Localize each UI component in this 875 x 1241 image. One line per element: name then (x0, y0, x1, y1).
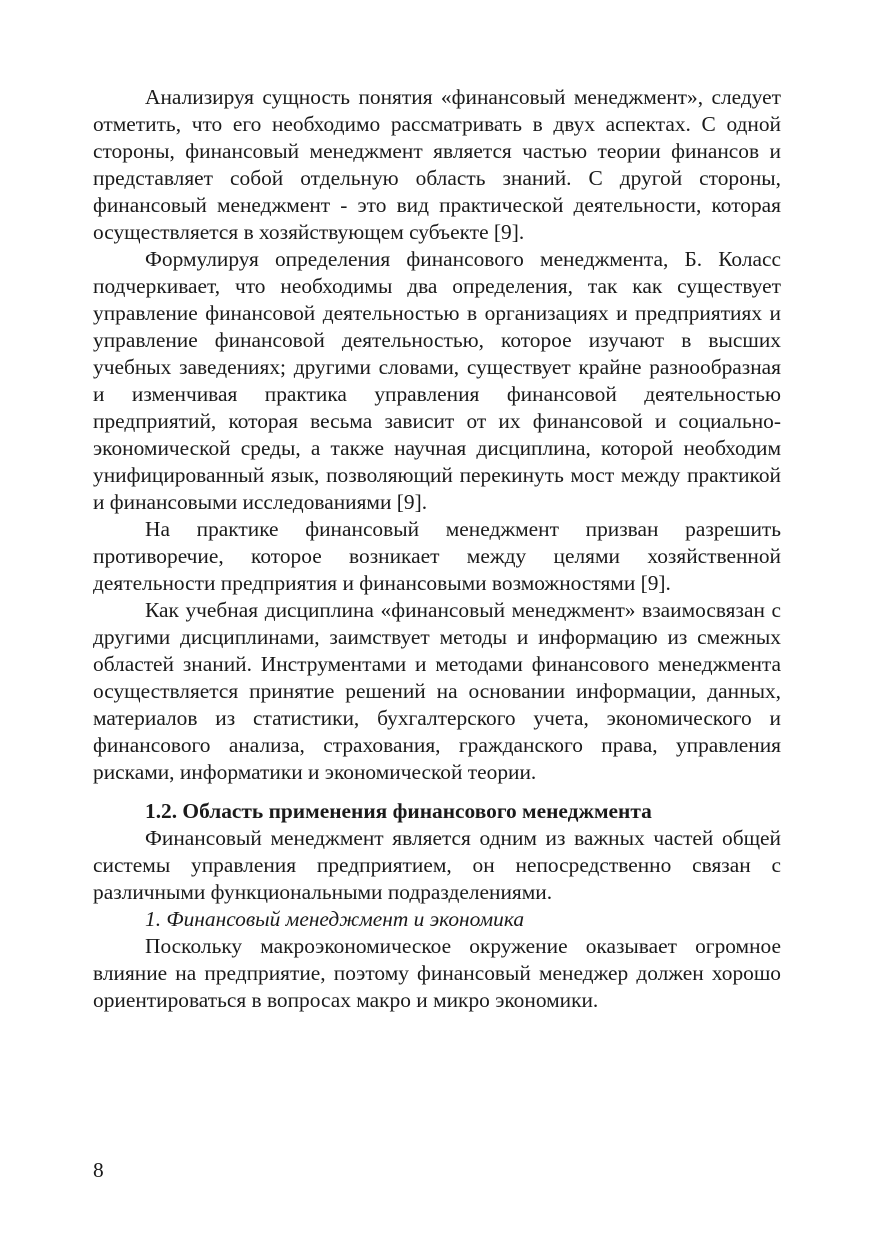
paragraph-financial-management-aspects: Анализируя сущность понятия «финансовый менеджмент», следует отметить, что его необходимо рассматривать в двух аспектах. С одной стороны, финансовый менеджмент является частью теории финансов и представляет собой отдельную область знаний. С другой стороны, финансовый менеджмент - это вид практической деятельности, которая осуществляется в хозяйствующем субъекте [9]. (93, 85, 781, 244)
paragraph-academic-discipline: Как учебная дисциплина «финансовый менеджмент» взаимосвязан с другими дисциплинами, заимствует методы и информацию из смежных областей знаний. Инструментами и методами финансового менеджмента осуществляется принятие решений на основании информации, данных, материалов из статистики, бухгалтерского учета, экономического и финансового анализа, страхования, гражданского права, управления рисками, информатики и экономической теории. (93, 598, 781, 784)
subsection-heading: 1. Финансовый менеджмент и экономика (145, 907, 525, 931)
document-page (93, 84, 781, 1014)
paragraph-colasse-definitions: Формулируя определения финансового менеджмента, Б. Коласс подчеркивает, что необходимы два определения, так как существует управление финансовой деятельностью в организациях и предприятиях и управление финансовой деятельностью, которое изучают в высших учебных заведениях; другими словами, существует крайне разнообразная и изменчивая практика управления финансовой деятельностью предприятий, которая весьма зависит от их финансовой и социально-экономической среды, а также научная дисциплина, которой необходим унифицированный язык, позволяющий перекинуть мост между практикой и финансовыми исследованиями [9]. (93, 247, 781, 514)
page-number: 8 (93, 1158, 104, 1182)
paragraph-macroeconomics: Поскольку макроэкономическое окружение оказывает огромное влияние на предприятие, поэтому финансовый менеджер должен хорошо ориентироваться в вопросах макро и микро экономики. (93, 934, 781, 1012)
paragraph-management-system: Финансовый менеджмент является одним из важных частей общей системы управления предприятием, он непосредственно связан с различными функциональными подразделениями. (93, 826, 781, 904)
paragraph-practice-contradiction: На практике финансовый менеджмент призван разрешить противоречие, которое возникает между целями хозяйственной деятельности предприятия и финансовыми возможностями [9]. (93, 517, 781, 595)
section-heading: 1.2. Область применения финансового менеджмента (145, 799, 652, 823)
